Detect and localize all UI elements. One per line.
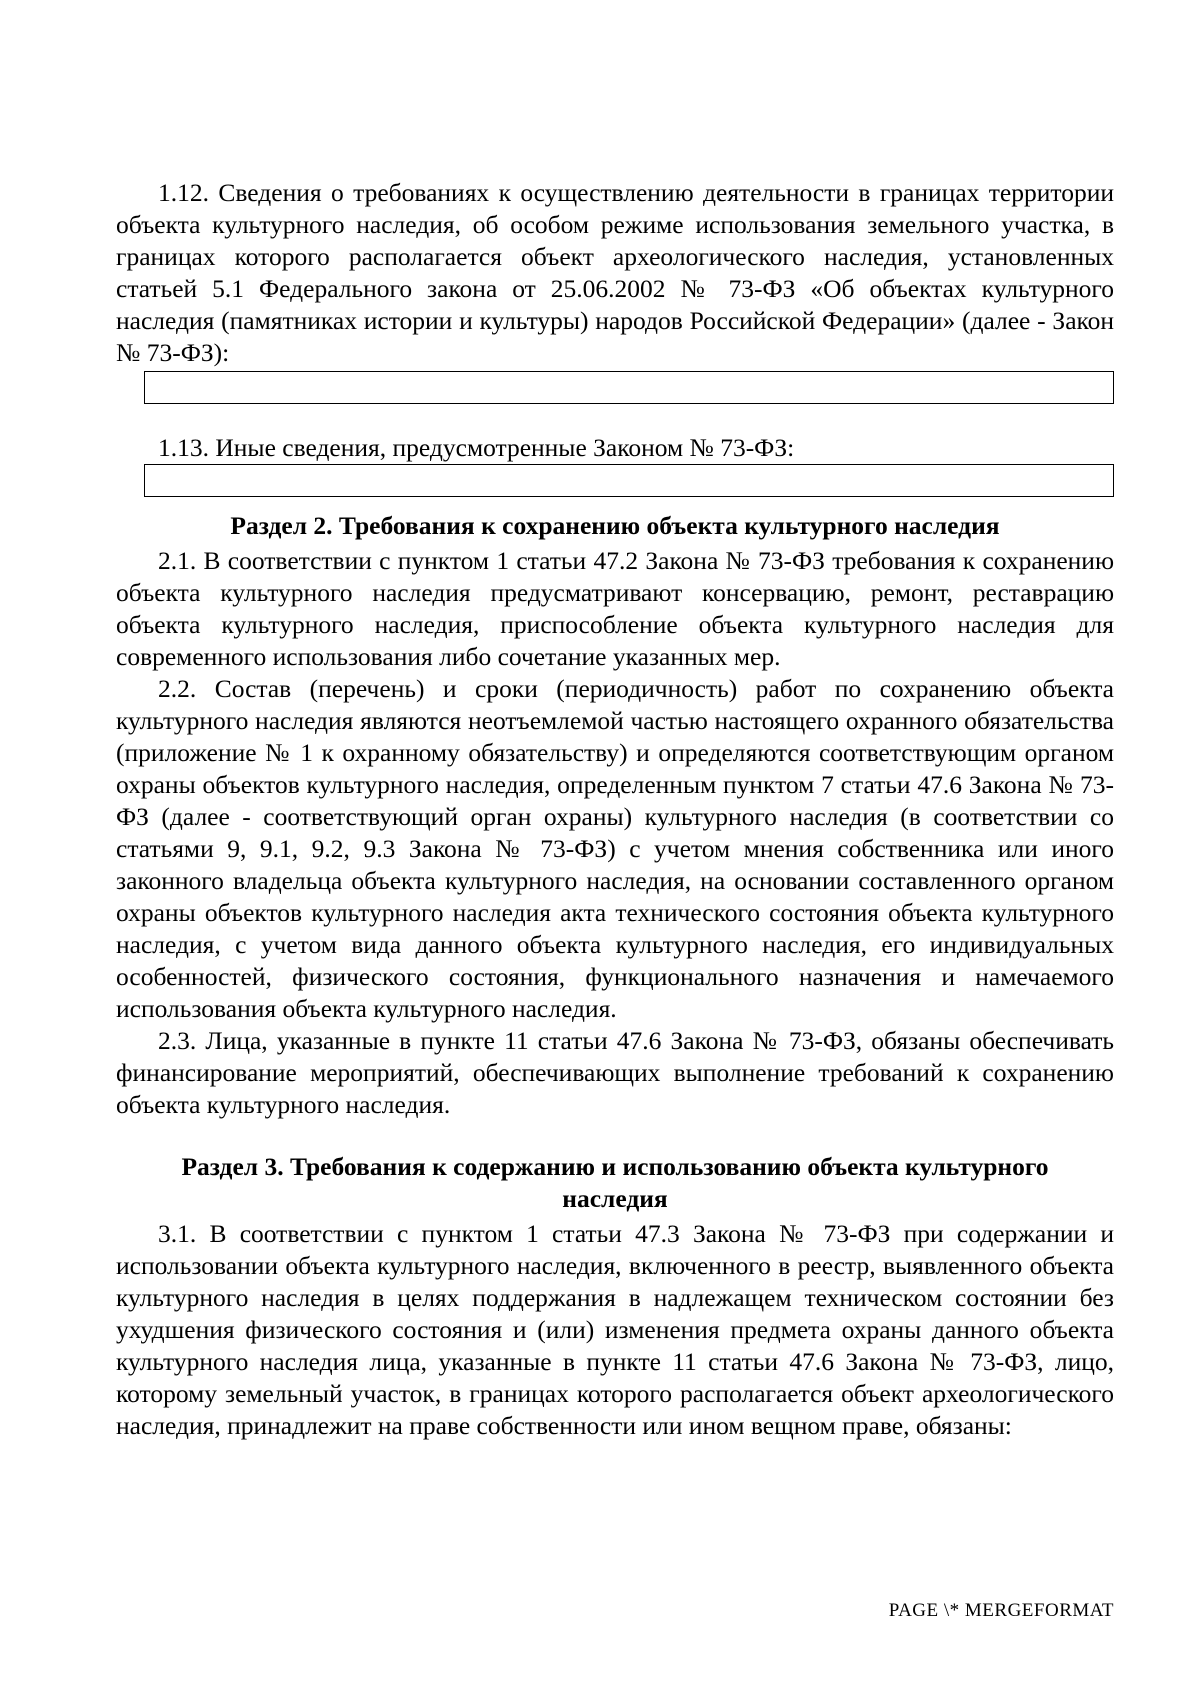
section-3-heading-line2: наследия [562, 1184, 668, 1213]
document-body [116, 177, 1114, 1442]
paragraph-1-13: 1.13. Иные сведения, предусмотренные Законом № 73-ФЗ: [158, 433, 795, 462]
paragraph-2-2: 2.2. Состав (перечень) и сроки (периодичность) работ по сохранению объекта культурного наследия являются неотъемлемой частью настоящего охранного обязательства (приложение № 1 к охранному обязательству) и определяются соответствующим органом охраны объектов культурного наследия, определенным пунктом 7 статьи 47.6 Закона № 73-ФЗ (далее - соответствующий орган охраны) культурного наследия (в соответствии со статьями 9, 9.1, 9.2, 9.3 Закона № 73-ФЗ) с учетом мнения собственника или иного законного владельца объекта культурного наследия, на основании составленного органом охраны объектов культурного наследия акта технического состояния объекта культурного наследия, с учетом вида данного объекта культурного наследия, его индивидуальных особенностей, физического состояния, функционального назначения и намечаемого использования объекта культурного наследия. [116, 674, 1114, 1023]
section-2-heading: Раздел 2. Требования к сохранению объекта культурного наследия [230, 511, 1000, 540]
paragraph-3-1: 3.1. В соответствии с пунктом 1 статьи 47.3 Закона № 73-ФЗ при содержании и использовании объекта культурного наследия, включенного в реестр, выявленного объекта культурного наследия в целях поддержания в надлежащем техническом состоянии без ухудшения физического состояния и (или) изменения предмета охраны данного объекта культурного наследия лица, указанные в пункте 11 статьи 47.6 Закона № 73-ФЗ, лицо, которому земельный участок, в границах которого располагается объект археологического наследия, принадлежит на праве собственности или ином вещном праве, обязаны: [116, 1219, 1114, 1440]
page-number-field: PAGE \* MERGEFORMAT [888, 1600, 1114, 1621]
paragraph-2-1: 2.1. В соответствии с пунктом 1 статьи 47.2 Закона № 73-ФЗ требования к сохранению объекта культурного наследия предусматривают консервацию, ремонт, реставрацию объекта культурного наследия, приспособление объекта культурного наследия для современного использования либо сочетание указанных мер. [116, 546, 1114, 671]
field-1-12-value[interactable] [144, 371, 1114, 404]
paragraph-1-12: 1.12. Сведения о требованиях к осуществлению деятельности в границах территории объекта культурного наследия, об особом режиме использования земельного участка, в границах которого располагается объект археологического наследия, установленных статьей 5.1 Федерального закона от 25.06.2002 № 73-ФЗ «Об объектах культурного наследия (памятниках истории и культуры) народов Российской Федерации» (далее - Закон № 73-ФЗ): [116, 178, 1114, 367]
paragraph-2-3: 2.3. Лица, указанные в пункте 11 статьи 47.6 Закона № 73-ФЗ, обязаны обеспечивать финансирование мероприятий, обеспечивающих выполнение требований к сохранению объекта культурного наследия. [116, 1026, 1114, 1119]
field-1-13-value[interactable] [144, 464, 1114, 497]
section-3-heading-line1: Раздел 3. Требования к содержанию и использованию объекта культурного [181, 1152, 1049, 1181]
section-3-heading [116, 1151, 1114, 1215]
